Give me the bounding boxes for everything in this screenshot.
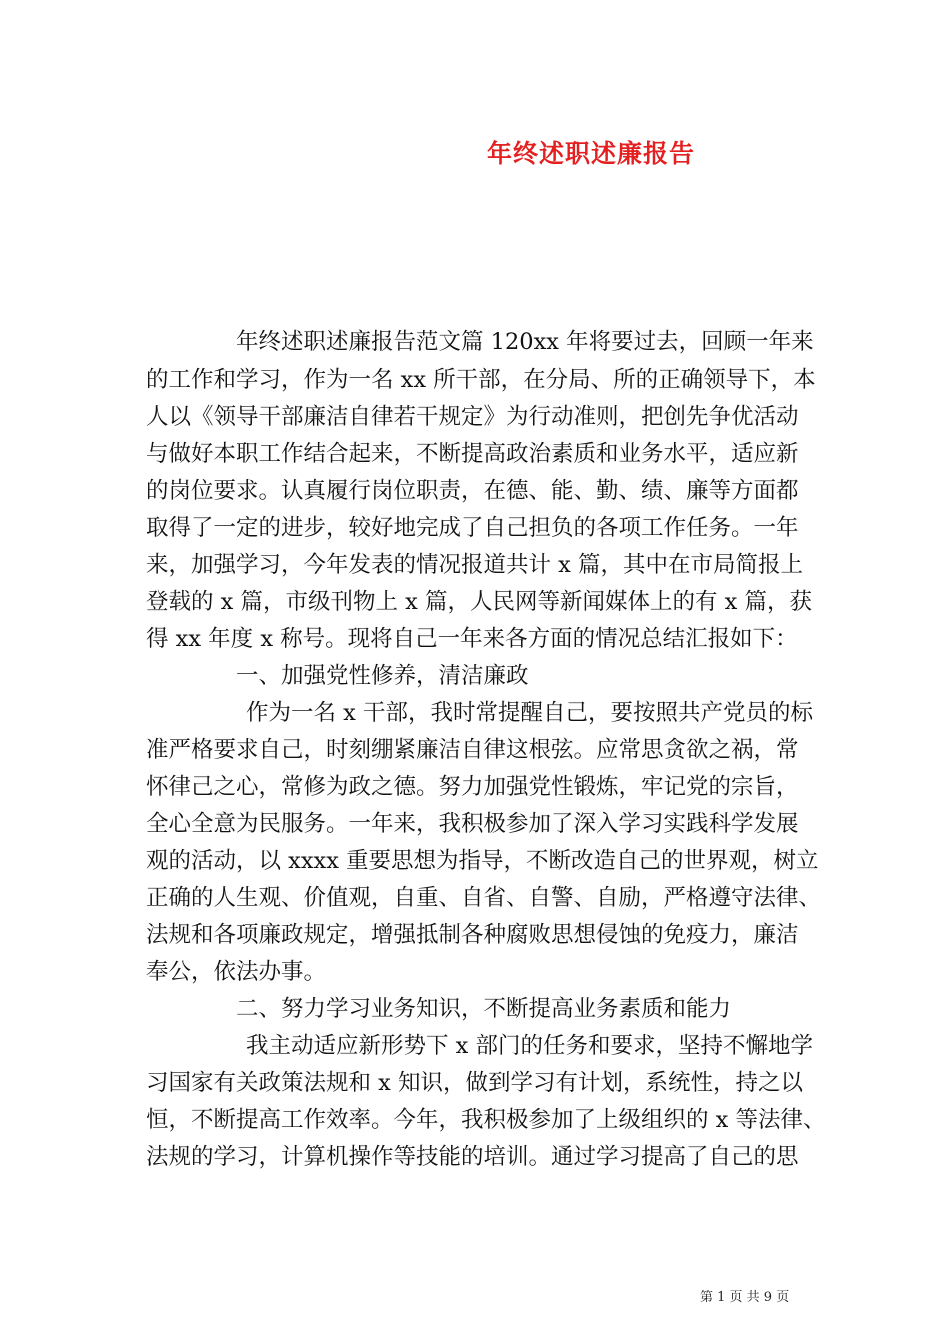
paragraph-line: 全心全意为民服务。一年来，我积极参加了深入学习实践科学发展 bbox=[146, 811, 799, 837]
paragraph-line: 取得了一定的进步，较好地完成了自己担负的各项工作任务。一年 bbox=[146, 515, 799, 541]
paragraph-line: 习国家有关政策法规和 x 知识，做到学习有计划，系统性，持之以 bbox=[146, 1070, 803, 1096]
paragraph-line: 正确的人生观、价值观，自重、自省、自警、自励，严格遵守法律、 bbox=[146, 885, 822, 911]
document-title: 年终述职述廉报告 bbox=[487, 139, 696, 168]
paragraph-line: 得 xx 年度 x 称号。现将自己一年来各方面的情况总结汇报如下： bbox=[146, 626, 798, 652]
section-heading-2: 二、努力学习业务知识，不断提高业务素质和能力 bbox=[236, 996, 732, 1022]
paragraph-line: 奉公，依法办事。 bbox=[146, 959, 327, 985]
page-number-footer: 第 1 页 共 9 页 bbox=[700, 1290, 790, 1305]
paragraph-line: 法规和各项廉政规定，增强抵制各种腐败思想侵蚀的免疫力，廉洁 bbox=[146, 922, 799, 948]
paragraph-line: 人以《领导干部廉洁自律若干规定》为行动准则，把创先争优活动 bbox=[146, 404, 799, 430]
paragraph-line: 观的活动，以 xxxx 重要思想为指导，不断改造自己的世界观，树立 bbox=[146, 848, 819, 874]
paragraph-line: 准严格要求自己，时刻绷紧廉洁自律这根弦。应常思贪欲之祸，常 bbox=[146, 737, 799, 763]
paragraph-line: 年终述职述廉报告范文篇 120xx 年将要过去，回顾一年来 bbox=[236, 329, 814, 355]
paragraph-line: 的工作和学习，作为一名 xx 所干部，在分局、所的正确领导下，本 bbox=[146, 367, 816, 393]
paragraph-line: 与做好本职工作结合起来，不断提高政治素质和业务水平，适应新 bbox=[146, 441, 799, 467]
paragraph-line: 法规的学习，计算机操作等技能的培训。通过学习提高了自己的思 bbox=[146, 1144, 799, 1170]
paragraph-line: 来，加强学习，今年发表的情况报道共计 x 篇，其中在市局简报上 bbox=[146, 552, 803, 578]
paragraph-line: 登载的 x 篇，市级刊物上 x 篇，人民网等新闻媒体上的有 x 篇，获 bbox=[146, 589, 812, 615]
paragraph-line: 恒，不断提高工作效率。今年，我积极参加了上级组织的 x 等法律、 bbox=[146, 1107, 826, 1133]
paragraph-line: 怀律己之心，常修为政之德。努力加强党性锻炼，牢记党的宗旨， bbox=[146, 774, 799, 800]
section-heading-1: 一、加强党性修养，清洁廉政 bbox=[236, 663, 529, 689]
paragraph-line: 作为一名 x 干部，我时常提醒自己，要按照共产党员的标 bbox=[246, 700, 813, 726]
paragraph-line: 的岗位要求。认真履行岗位职责，在德、能、勤、绩、廉等方面都 bbox=[146, 478, 799, 504]
paragraph-line: 我主动适应新形势下 x 部门的任务和要求，坚持不懈地学 bbox=[246, 1033, 813, 1059]
